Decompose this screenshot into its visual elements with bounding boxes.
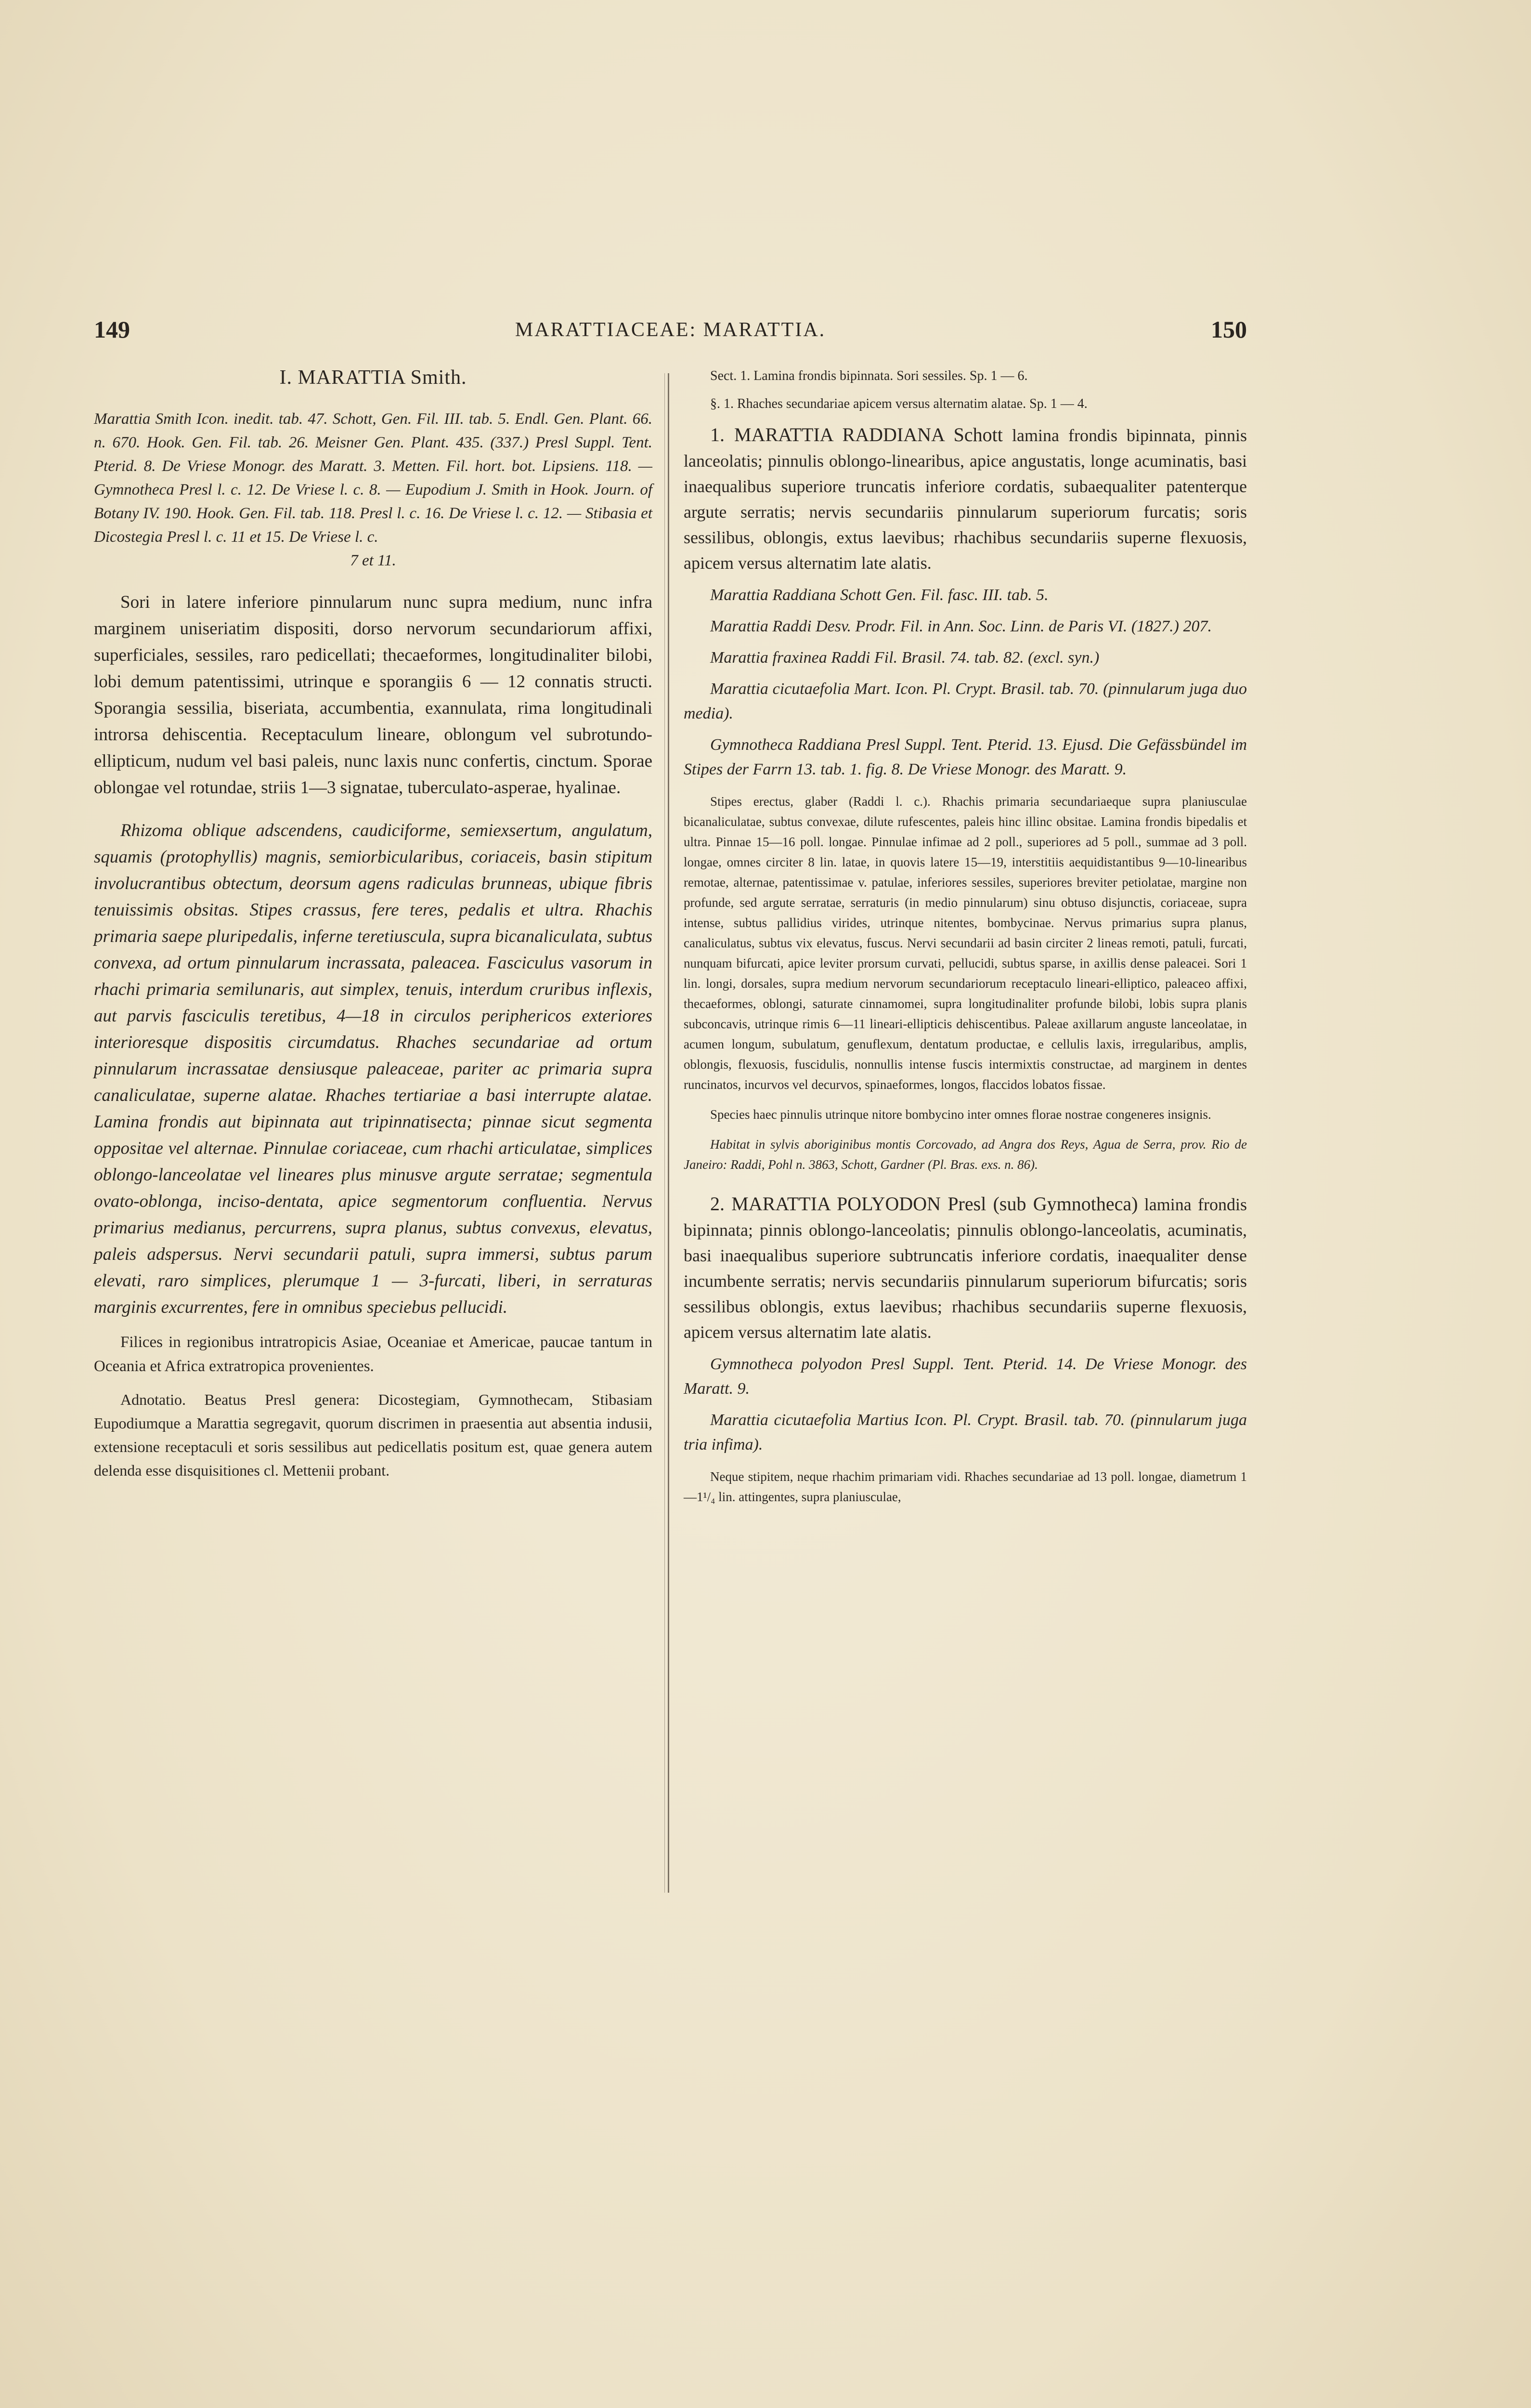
subsection-heading: §. 1. Rhaches secundariae apicem versus alternatim alatae. Sp. 1 — 4.	[710, 396, 1088, 411]
species-1-ref: Marattia Raddi Desv. Prodr. Fil. in Ann. Soc. Linn. de Paris VI. (1827.) 207.	[710, 617, 1212, 635]
species-1-diagnosis-text: lamina frondis bipinnata, pinnis lanceolatis; pinnulis oblongo-linearibus, apice angustatis, longe acuminatis, basi inaequalibus superiore truncatis inferiore cordatis, subaequaliter patenterque argute serratis; nervis secundariis pinnularum superiorum furcatis; soris sessilibus, oblongis, extus laevibus; rhachibus secundariis superne flexuosis, apicem versus alternatim late alatis.	[684, 426, 1247, 573]
running-header	[94, 315, 1247, 354]
genus-synonymy-end: 7 et 11.	[350, 552, 396, 569]
species-2-diagnosis-text: lamina frondis bipinnata; pinnis oblongo-lanceolatis; pinnulis oblongo-lanceolatis, acuminatis, basi inaequalibus superiore subtruncatis inferiore cordatis, inaequaliter dense incumbente serratis; nervis secundariis pinnularum superiorum bifurcatis; soris sessilibus oblongis, extus laevibus; rhachibus secundariis superne flexuosis, apicem versus alternatim late alatis.	[684, 1195, 1247, 1342]
running-title: MARATTIACEAE: MARATTIA.	[515, 319, 826, 341]
species-1-description: Stipes erectus, glaber (Raddi l. c.). Rhachis primaria secundariaeque supra planiusculae bicanaliculatae, subtus convexae, dilute rufescentes, paleis hinc illinc obsitae. Lamina frondis bipedalis et ultra. Pinnae 15—16 poll. longae. Pinnulae infimae ad 2 poll., superiores ad 5 poll., summae ad 3 poll. longae, omnes circiter 8 lin. latae, in quovis latere 15—19, interstitiis aequidistantibus 9—10-linearibus remotae, alternae, patentissimae v. patulae, inferiores sessiles, superiores breviter petiolatae, margine non profunde, sed argute serratae, serraturis (in medio pinnularum) sinu obtuso disjunctis, coriaceae, supra intense, subtus pallidius virides, utrinque nitentes, bombycinae. Nervus primarius supra planus, canaliculatus, subtus vix elevatus, fuscus. Nervi secundarii ad basin circiter 2 lineas remoti, patuli, furcati, nunquam bifurcati, apice leviter prorsum curvati, pellucidi, subtus sparse, in axillis dense paleacei. Sori 1 lin. longi, dorsales, supra medium nervorum secundariorum receptaculo lineari-elliptico, paleaceo affixi, thecaeformes, oblongi, saturate cinnamomei, supra longitudinaliter profunde bilobi, lobis supra planis subconcavis, utrinque rimis 6—11 lineari-ellipticis dehiscentibus. Paleae axillarum anguste lanceolatae, in acumen longum, subulatum, genuflexum, dentatum productae, e cellulis laxis, irregularibus, amplis, oblongis, flexuosis, fuscidulis, nonnullis intense fuscis intermixtis constructae, ad marginem in dentes runcinatos, incurvos vel decurvos, spinaeformes, longos, flaccidos lobatos fissae.	[684, 794, 1247, 1092]
species-1-title: 1. MARATTIA RADDIANA Schott	[710, 424, 1003, 445]
genus-title: I. MARATTIA Smith.	[279, 366, 467, 389]
species-2-title: 2. MARATTIA POLYODON Presl (sub Gymnotheca)	[710, 1193, 1138, 1215]
left-column	[94, 366, 652, 1482]
column-rule-thin	[664, 373, 665, 1893]
page-number-right: 150	[1211, 316, 1247, 343]
species-1-diagnosis	[684, 422, 1247, 576]
species-2-description: Neque stipitem, neque rhachim primariam vidi. Rhaches secundariae ad 13 poll. longae, diametrum 1—1¹/₄ lin. attingentes, supra planiusculae,	[684, 1469, 1247, 1504]
species-1-ref: Marattia Raddiana Schott Gen. Fil. fasc. III. tab. 5.	[710, 586, 1049, 604]
genus-note: Adnotatio. Beatus Presl genera: Dicostegiam, Gymnothecam, Stibasiam Eupodiumque a Marattia segregavit, quorum discrimen in praesentia aut absentia indusii, extensione receptaculi et soris sessilibus aut pedicellatis positum est, quae genera autem delenda esse disquisitiones cl. Mettenii probant.	[94, 1391, 652, 1479]
section-heading: Sect. 1. Lamina frondis bipinnata. Sori sessiles. Sp. 1 — 6.	[710, 368, 1028, 383]
species-2-diagnosis	[684, 1191, 1247, 1345]
species-2-ref: Marattia cicutaefolia Martius Icon. Pl. Crypt. Brasil. tab. 70. (pinnularum juga tria infima).	[684, 1411, 1247, 1453]
species-1-ref: Marattia cicutaefolia Mart. Icon. Pl. Crypt. Brasil. tab. 70. (pinnularum juga duo media).	[684, 680, 1247, 722]
species-1-habitat: Habitat in sylvis aboriginibus montis Corcovado, ad Angra dos Reys, Agua de Serra, prov. Rio de Janeiro: Raddi, Pohl n. 3863, Schott, Gardner (Pl. Bras. exs. n. 86).	[684, 1137, 1247, 1172]
genus-description: Rhizoma oblique adscendens, caudiciforme, semiexsertum, angulatum, squamis (protophyllis) magnis, semiorbicularibus, coriaceis, basin stipitum involucrantibus obtectum, deorsum agens radiculas brunneas, ubique fibris tenuissimis obsitas. Stipes crassus, fere teres, pedalis et ultra. Rhachis primaria saepe pluripedalis, inferne teretiuscula, supra bicanaliculata, subtus convexa, ad ortum pinnularum incrassata, paleacea. Fasciculus vasorum in rhachi primaria semilunaris, aut simplex, tenuis, interdum cruribus inflexis, aut parvis fasciculis teretibus, 4—18 in circulos periphericos exteriores interioresque dispositis circumdatus. Rhaches secundariae ad ortum pinnularum incrassatae densiusque paleaceae, pariter ac primaria supra canaliculatae, superne alatae. Rhaches tertiariae a basi interrupte alatae. Lamina frondis aut bipinnata aut tripinnatisecta; pinnae sicut segmenta oppositae vel alternae. Pinnulae coriaceae, cum rhachi articulatae, simplices oblongo-lanceolatae vel lineares plus minusve argute serratae; segmentula ovato-oblonga, inciso-dentata, apice segmentorum confluentia. Nervus primarius medianus, percurrens, supra planus, subtus convexus, elevatus, paleis adspersus. Nervi secundarii patuli, supra immersi, subtus parum elevati, raro simplices, plerumque 1 — 3-furcati, liberi, in serraturas marginis excurrentes, fere in omnibus speciebus pellucidi.	[94, 821, 652, 1317]
species-1-ref: Marattia fraxinea Raddi Fil. Brasil. 74. tab. 82. (excl. syn.)	[710, 649, 1100, 667]
genus-distribution: Filices in regionibus intratropicis Asiae, Oceaniae et Americae, paucae tantum in Oceania et Africa extratropica provenientes.	[94, 1334, 652, 1375]
species-1-ref: Gymnotheca Raddiana Presl Suppl. Tent. Pterid. 13. Ejusd. Die Gefässbündel im Stipes der Farrn 13. tab. 1. fig. 8. De Vriese Monogr. des Maratt. 9.	[684, 736, 1247, 778]
column-rule	[668, 373, 669, 1893]
genus-synonymy: Marattia Smith Icon. inedit. tab. 47. Schott, Gen. Fil. III. tab. 5. Endl. Gen. Plant. 66. n. 670. Hook. Gen. Fil. tab. 26. Meisner Gen. Plant. 435. (337.) Presl Suppl. Tent. Pterid. 8. De Vriese Monogr. des Maratt. 3. Metten. Fil. hort. bot. Lipsiens. 118. — Gymnotheca Presl l. c. 12. De Vriese l. c. 8. — Eupodium J. Smith in Hook. Journ. of Botany IV. 190. Hook. Gen. Fil. tab. 118. Presl l. c. 16. De Vriese l. c. 12. — Stibasia et Dicostegia Presl l. c. 11 et 15. De Vriese l. c.	[94, 410, 652, 546]
species-1-note: Species haec pinnulis utrinque nitore bombycino inter omnes florae nostrae congeneres insignis.	[710, 1107, 1211, 1122]
species-2-ref: Gymnotheca polyodon Presl Suppl. Tent. Pterid. 14. De Vriese Monogr. des Maratt. 9.	[684, 1355, 1247, 1398]
page-number-left: 149	[94, 316, 130, 343]
right-column	[684, 366, 1247, 1507]
genus-diagnosis: Sori in latere inferiore pinnularum nunc supra medium, nunc infra marginem uniseriatim dispositi, dorso nervorum secundariorum affixi, superficiales, sessiles, raro pedicellati; thecaeformes, longitudinaliter bilobi, lobi demum patentissimi, utrinque e sporangiis 6 — 12 connatis structi. Sporangia sessilia, biseriata, accumbentia, exannulata, rima longitudinali introrsa dehiscentia. Receptaculum lineare, oblongum vel subrotundo-ellipticum, nudum vel basi paleis, nunc laxis nunc confertis, cinctum. Sporae oblongae vel rotundae, striis 1—3 signatae, tuberculato-asperae, hyalinae.	[94, 592, 652, 798]
